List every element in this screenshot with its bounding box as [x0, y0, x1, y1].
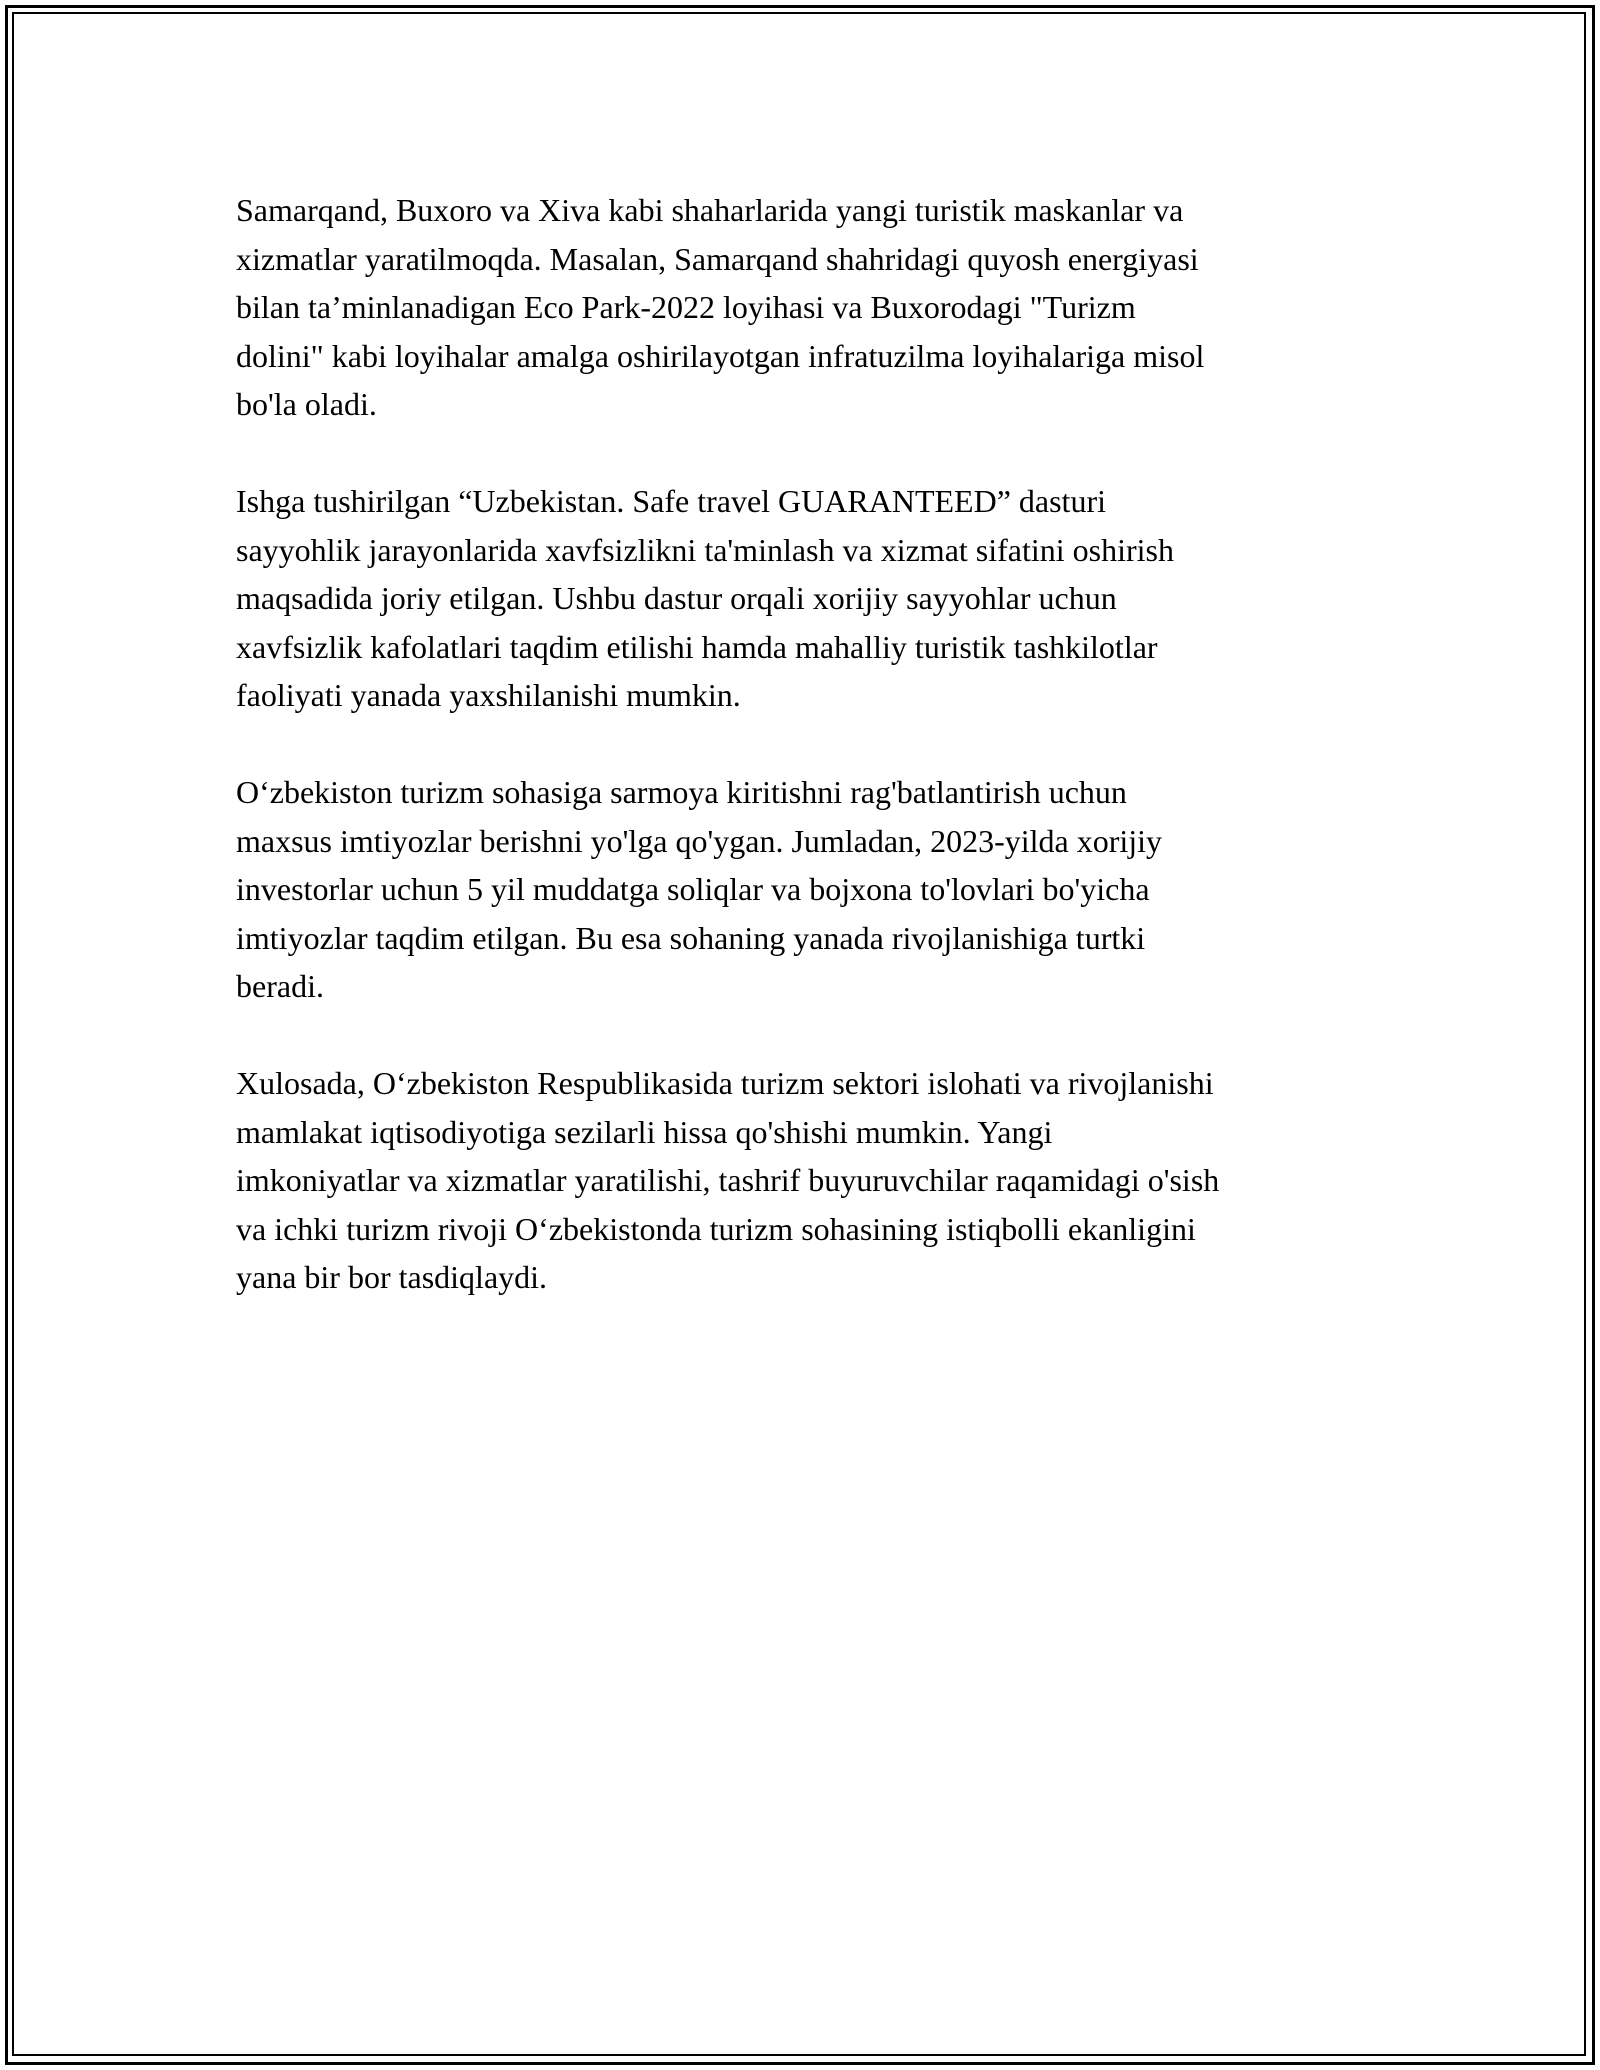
paragraph-investment: O‘zbekiston turizm sohasiga sarmoya kiritishni rag'batlantirish uchun maxsus imtiyozlar berishni yo'lga qo'ygan. Jumladan, 2023-yilda xorijiy investorlar uchun 5 yil muddatga soliqlar va bojxona to'lovlari bo'yicha imtiyozlar taqdim etilgan. Bu esa sohaning yanada rivojlanishiga turtki beradi. [236, 774, 1163, 1004]
paragraph-infrastructure: Samarqand, Buxoro va Xiva kabi shaharlarida yangi turistik maskanlar va xizmatlar yaratilmoqda. Masalan, Samarqand shahridagi quyosh energiyasi bilan ta’minlanadigan Eco Park-2022 loyihasi va Buxorodagi "Turizm dolini" kabi loyihalar amalga oshirilayotgan infratuzilma loyihalariga misol bo'la oladi. [236, 192, 1205, 422]
paragraph-conclusion: Xulosada, O‘zbekiston Respublikasida turizm sektori islohati va rivojlanishi mamlakat iqtisodiyotiga sezilarli hissa qo'shishi mumkin. Yangi imkoniyatlar va xizmatlar yaratilishi, tashrif buyuruvchilar raqamidagi o'sish va ichki turizm rivoji O‘zbekistonda turizm sohasining istiqbolli ekanligini yana bir bor tasdiqlaydi. [236, 1065, 1220, 1295]
paragraph-safe-travel: Ishga tushirilgan “Uzbekistan. Safe travel GUARANTEED” dasturi sayyohlik jarayonlarida xavfsizlikni ta'minlash va xizmat sifatini oshirish maqsadida joriy etilgan. Ushbu dastur orqali xorijiy sayyohlar uchun xavfsizlik kafolatlari taqdim etilishi hamda mahalliy turistik tashkilotlar faoliyati yanada yaxshilanishi mumkin. [236, 483, 1174, 713]
document-body [236, 186, 1371, 1350]
